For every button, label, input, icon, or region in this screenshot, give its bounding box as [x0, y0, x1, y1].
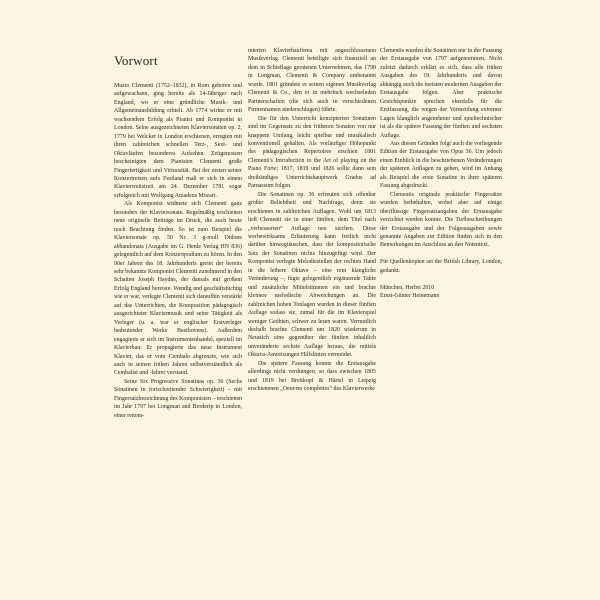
- paragraph: Für Quellenkopien sei der British Library, London, gedankt.: [380, 259, 502, 274]
- paragraph: Als Komponist widmete sich Clementi ganz besonders der Klaviersonate. Regelmäßig erschienen neue originelle Beiträge im Druck, die auch heute noch Beachtung finden. So ist zum Beispiel die Klaviersonate op. 50 Nr. 3 g-moll Didone abbandonata (Ausgabe im G. Henle Verlag HN 836) gelegentlich auf dem Konzertpodium zu hören. In den 90er Jahren des 18. Jahrhunderts geriet der bereits sehr bekannte Komponist Clementi zunehmend in den Schatten Joseph Haydns, der damals mit großem Erfolg England bereiste. Wendig und geschäftstüchtig wie er war, verlegte Clementi sich daraufhin verstärkt auf das Unterrichten, die Komposition pädagogisch ausgerichteter Klaviermusik und seine Tätigkeit als Verleger (u. a. war er englischer Erstverleger bedeutender Werke Beethovens). Außerdem engagierte er sich im Instrumentenhandel, speziell im Klavierbau: Er propagierte das neue Instrument Klavier, das er vom Cembalo abgrenzte, wie sich auch in seinen frühen Jahren selbstverständlich als Cembalist und -lehrer verstand.: [114, 201, 242, 377]
- text-column-1: [114, 82, 242, 420]
- paragraph: mierten Klavierbaufirma mit angeschlossenem Musikverlag. Clementi beteiligte sich finanziell an dem in Schieflage geratenen Unternehmen, das 1798 in Longman, Clementi & Company umbenannt wurde. 1801 gründete er seinen eigenen Musikverlag Clementi & Co., den er in mehrfach wechselnden Partnerschaften (die sich auch in verschiedenen Firmennamen niederschlugen) führte.: [248, 48, 376, 114]
- paragraph: Die Sonatinen op. 36 erfreuten sich offenbar großer Beliebtheit und Nachfrage, denn sie erschienen in zahlreichen Auflagen. Wohl um 1813 ließ Clementi sie in einer fünften, dem Titel nach „verbesserten“ Auflage neu stechen. Diese werbewirksame Erläuterung kann freilich nicht darüber hinwegtäuschen, dass der kompositorische Satz der Sonatinen nichts hinzugefügt wird. Der Komponist verlegte Melodiestellen der rechten Hand in die höhere Oktave – eine rein klangliche Veränderung –, fügte gelegentlich ergänzende Takte und zusätzliche Mittelstimmen ein und brachte kleinere melodische Abweichungen an. Die zahlreichen hohen Tonlagen wurden in dieser fünften Auflage sodass sie, zumal für die im Klavierspiel weniger Geübten, schwer zu lesen waren. Vermutlich deshalb brachte Clementi um 1820 wiederum in Neustich eine gegenüber der fünften inhaltlich unveränderte sechste Auflage heraus, die mittels Oktava-Anweisungen Hilfslinien vermeidet.: [248, 191, 376, 359]
- paragraph: Clementis originale praktische Fingersätze wurden beibehalten, wobei aber auf einige überflüssige Fingersatzangaben der Erstausgabe verzichtet werden konnte. Die Tiefbeschreibungen der Erstausgabe und der Folgeausgaben sowie genannte Angaben zur Edition finden sich in den Bemerkungen im Anschluss an den Notentext.: [380, 191, 502, 249]
- paragraph: Seine Six Progressive Sonatinas op. 36 (Sechs Sonatinen in fortschreitender Schwierigkeit) – mit Fingersatzbezeichnung des Komponisten – erschienen im Jahr 1797 bei Longman and Broderip in London, einer renom-: [114, 378, 242, 419]
- paragraph: Die für den Unterricht konzipierten Sonatinen sind im Gegensatz zu den früheren Sonaten von nur knappem Umfang, leicht spielbar und musikalisch konventionell gehalten. Als vorläufiger Höhepunkt des pädagogischen Repertoires erschien 1801 Clementi's Introduction to the Art of playing on the Piano Forte; 1817, 1819 und 1826 sollte dann sein dreibändiges Unterrichtshauptwerk Gradus ad Parnassum folgen.: [248, 115, 376, 190]
- text-column-2: [248, 47, 376, 394]
- paragraph: Aus diesen Gründen folgt auch die vorliegende Edition der Erstausgabe von Opus 36. Um jedoch einen Einblick in die beschriebenen Veränderungen der späteren Auflagen zu geben, wird im Anhang als Beispiel die erste Sonatine in ihrer späteren Fassung abgedruckt.: [380, 140, 502, 190]
- paragraph: Die spätere Fassung konnte die Erstausgabe allerdings nicht verdrängen, so dass zwischen 1805 und 1819 bei Breitkopf & Härtel in Leipzig erschienenen „Oeuvres complettes“ des Klavierwerke: [248, 360, 376, 393]
- text-column-3: [380, 47, 502, 301]
- paragraph: München, Herbst 2010: [380, 284, 435, 291]
- paragraph: Muzio Clementi (1752–1832), in Rom geboren und aufgewachsen, ging bereits als 14-Jähriger nach England, wo er eine gründliche Musik- und Allgemeinausbildung erhielt. Ab 1774 wirkte er mit wachsendem Erfolg als Pianist und Komponist in London. Seine ausgezeichneten Klaviersonaten op. 2, 1779 bei Welcker in London erschienen, erregten mit ihren zahlreichen schnellen Terz-, Sext- und Oktavläufen besonderes Aufsehen. Zeitgenossen bescheinigten dem Pianisten Clementi große Fingerfertigkeit und Virtuosität. Bei der ersten seiner Konzertreisen aufs Festland maß er sich in einem Klavierwettstreit am 24. Dezember 1781 sogar erfolgreich mit Wolfgang Amadeus Mozart.: [114, 83, 242, 199]
- page-title: Vorwort: [114, 53, 158, 68]
- paragraph: Ernst-Günter Heinemann: [380, 293, 440, 300]
- paragraph: Clementis wurden die Sonatinen nur in der Fassung der Erstausgabe von 1797 aufgenommen. Nicht zuletzt dadurch erklärt es sich, dass alle frühen Ausgaben des 19. Jahrhunderts und davon abhängig auch die meisten modernen Ausgaben der Erstausgabe folgen. Aber praktische Gesichtspunkte sprechen ebenfalls für die Erstfassung, die wegen der Vermeidung extremer Lagen klanglich angenehmer und spieltechnischer ist als die spätere Fassung der fünften und sechsten Auflage.: [380, 48, 502, 139]
